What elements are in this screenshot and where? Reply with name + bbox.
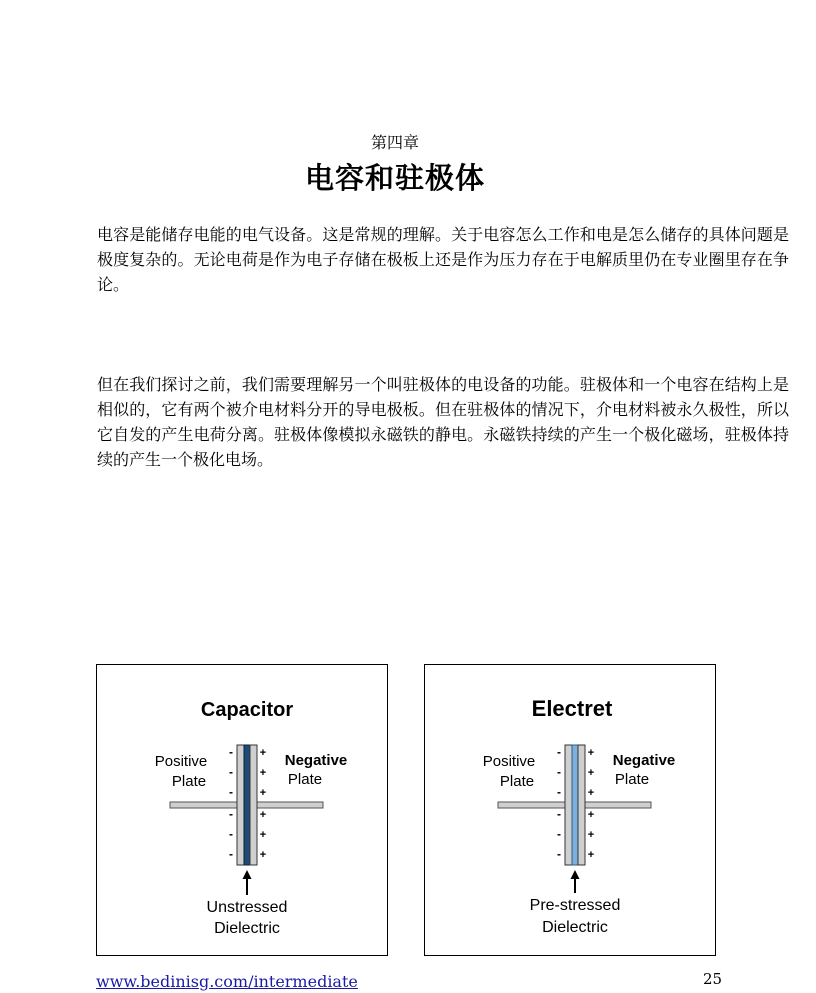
- minus-sign: -: [557, 745, 561, 759]
- plus-sign: +: [259, 747, 267, 759]
- plus-sign: +: [587, 787, 595, 799]
- chapter-label: 第四章: [370, 133, 419, 152]
- capacitor-figure: [96, 664, 388, 956]
- dielectric-label-line1: Pre-stressed: [529, 897, 621, 914]
- negative-plate: [578, 745, 585, 865]
- negative-plate-label-line1: Negative: [612, 752, 676, 769]
- plus-sign: +: [259, 767, 267, 779]
- positive-plate: [237, 745, 244, 865]
- minus-sign: -: [557, 785, 561, 799]
- minus-sign: -: [557, 765, 561, 779]
- positive-plate-label-line2: Plate: [171, 773, 207, 790]
- chapter-title: 电容和驻极体: [304, 161, 485, 195]
- arrow-up-icon: [571, 870, 580, 893]
- minus-sign: -: [229, 827, 233, 841]
- arrow-up-icon: [243, 870, 252, 895]
- electret-title: Electret: [531, 696, 613, 721]
- plus-sign: +: [587, 849, 595, 861]
- left-lead: [498, 802, 565, 808]
- footer-website-link[interactable]: www.bedinisg.com/intermediate: [96, 972, 358, 991]
- electret-figure: [424, 664, 716, 956]
- dielectric-label-line2: Dielectric: [214, 920, 280, 937]
- page-number: 25: [703, 970, 723, 988]
- minus-sign: -: [229, 745, 233, 759]
- plus-sign: +: [259, 787, 267, 799]
- minus-sign: -: [557, 847, 561, 861]
- negative-plate-label-line2: Plate: [287, 771, 323, 788]
- minus-sign: -: [229, 807, 233, 821]
- paragraph-electret-intro: 但在我们探讨之前，我们需要理解另一个叫驻极体的电设备的功能。驻极体和一个电容在结构上是相似的，它有两个被介电材料分开的导电极板。但在驻极体的情况下，介电材料被永久极性，所以它自发的产生电荷分离。驻极体像模拟永磁铁的静电。永磁铁持续的产生一个极化磁场，驻极体持续的产生一个极化电场。: [97, 375, 789, 469]
- plus-sign: +: [587, 767, 595, 779]
- negative-plate: [250, 745, 257, 865]
- negative-plate-label-line2: Plate: [614, 771, 650, 788]
- positive-plate-label-line2: Plate: [499, 773, 535, 790]
- plus-sign: +: [587, 747, 595, 759]
- paragraph-capacitor-intro: 电容是能储存电能的电气设备。这是常规的理解。关于电容怎么工作和电是怎么储存的具体问题是极度复杂的。无论电荷是作为电子存储在极板上还是作为压力存在于电解质里仍在专业圈里存在争论。: [97, 225, 789, 294]
- minus-sign: -: [557, 807, 561, 821]
- plus-sign: +: [587, 829, 595, 841]
- positive-plate: [565, 745, 572, 865]
- plus-sign: +: [259, 809, 267, 821]
- capacitor-diagram: [97, 665, 387, 955]
- negative-plate-label-line1: Negative: [284, 752, 348, 769]
- electret-diagram: [425, 665, 715, 955]
- dielectric-label-line1: Unstressed: [206, 899, 288, 916]
- dielectric-label-line2: Dielectric: [542, 919, 608, 936]
- minus-sign: -: [557, 827, 561, 841]
- right-lead: [257, 802, 323, 808]
- dielectric: [572, 745, 578, 865]
- minus-sign: -: [229, 785, 233, 799]
- right-lead: [585, 802, 651, 808]
- positive-plate-label-line1: Positive: [482, 753, 536, 770]
- minus-sign: -: [229, 765, 233, 779]
- left-lead: [170, 802, 237, 808]
- minus-sign: -: [229, 847, 233, 861]
- plus-sign: +: [259, 829, 267, 841]
- plus-sign: +: [259, 849, 267, 861]
- dielectric: [244, 745, 250, 865]
- positive-plate-label-line1: Positive: [154, 753, 208, 770]
- capacitor-title: Capacitor: [200, 699, 294, 721]
- plus-sign: +: [587, 809, 595, 821]
